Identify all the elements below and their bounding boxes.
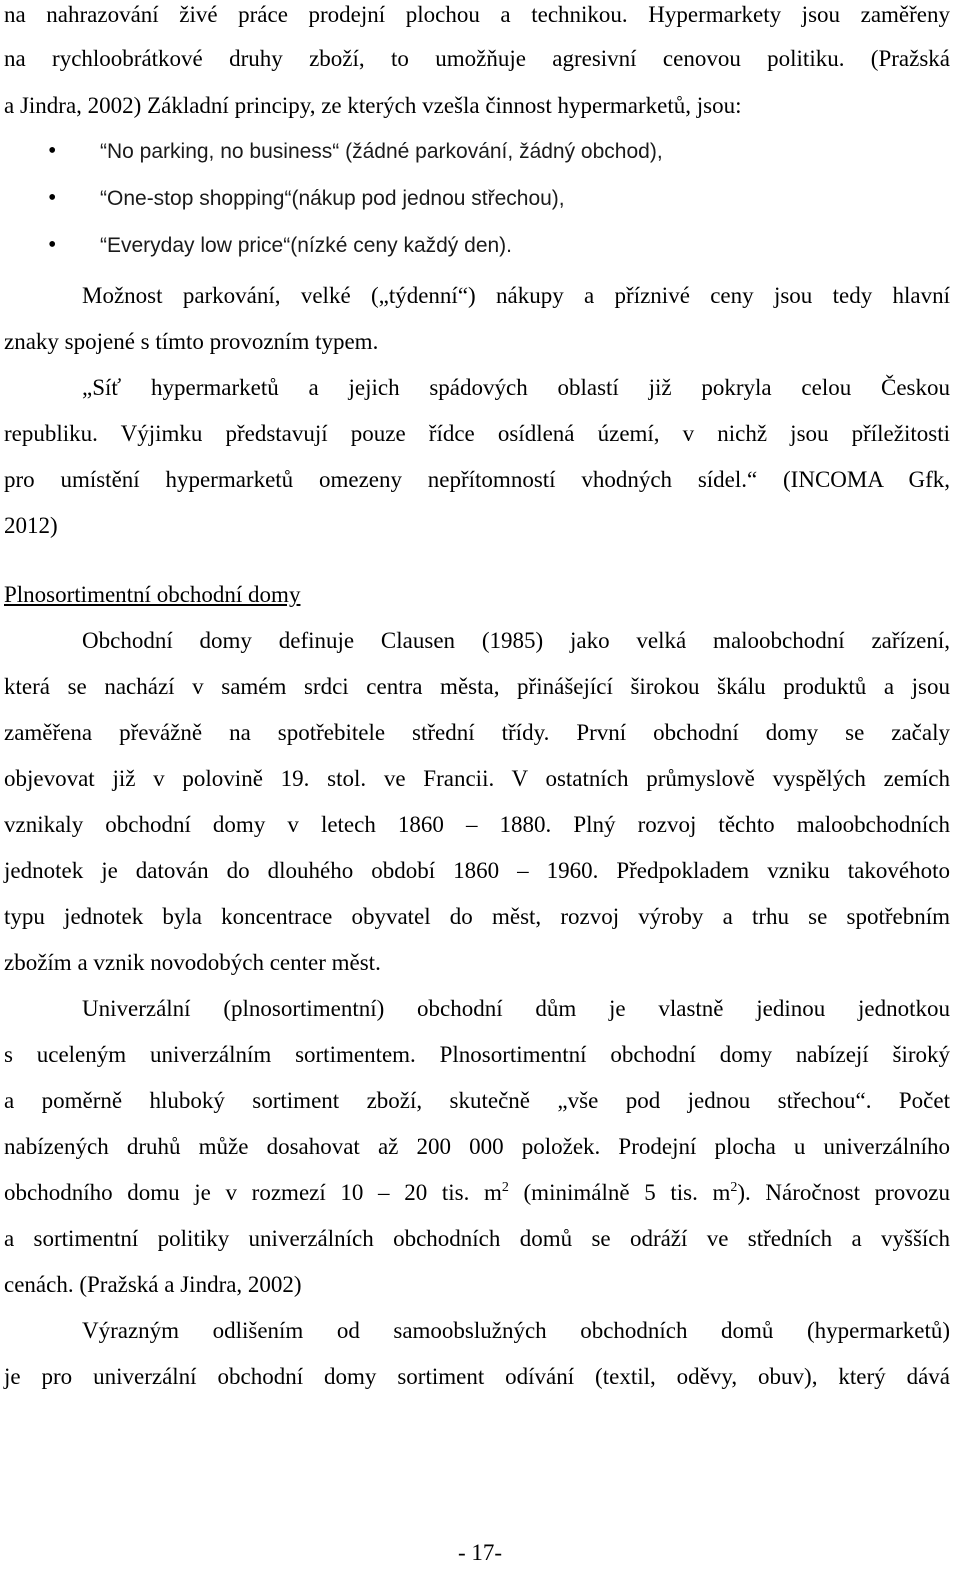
bullet-text: Everyday low price“(nízké ceny každý den). — [107, 234, 512, 257]
text-line: Možnost parkování, velké („týdenní“) nákupy a příznivé ceny jsou tedy hlavní — [82, 283, 950, 308]
text-line: a Jindra, 2002) Základní principy, ze kterých vzešla činnost hypermarketů, jsou: — [4, 93, 742, 118]
text-line: Univerzální (plnosortimentní) obchodní dům je vlastně jedinou jednotkou — [82, 996, 950, 1021]
open-quote: “ — [100, 140, 107, 163]
text-line: znaky spojené s tímto provozním typem. — [4, 329, 379, 354]
text-line: jednotek je datován do dlouhého období 1860 – 1960. Předpokladem vzniku takovéhoto — [4, 858, 950, 883]
text-line: typu jednotek byla koncentrace obyvatel do měst, rozvoj výroby a trhu se spotřebním — [4, 904, 950, 929]
text-line: zbožím a vznik novodobých center měst. — [4, 950, 381, 975]
bullet-text: One-stop shopping“(nákup pod jednou střechou), — [107, 187, 565, 210]
open-quote: “ — [100, 234, 107, 257]
superscript: 2 — [730, 1180, 738, 1195]
text-line: která se nachází v samém srdci centra města, přinášející širokou škálu produktů a jsou — [4, 674, 950, 699]
text-fragment: (minimálně 5 tis. m — [508, 1180, 731, 1205]
text-line: na rychloobrátkové druhy zboží, to umožňuje agresivní cenovou politiku. (Pražská — [4, 46, 950, 71]
text-line: zaměřena převážně na spotřebitele střední třídy. První obchodní domy se začaly — [4, 720, 950, 745]
text-line: 2012) — [4, 513, 58, 538]
bullet-text: No parking, no business“ (žádné parkování, žádný obchod), — [107, 140, 663, 163]
text-line: cenách. (Pražská a Jindra, 2002) — [4, 1272, 302, 1297]
text-line: na nahrazování živé práce prodejní plochou a technikou. Hypermarkety jsou zaměřeny — [4, 2, 950, 27]
text-line: Výrazným odlišením od samoobslužných obchodních domů (hypermarketů) — [82, 1318, 950, 1343]
text-line: a poměrně hluboký sortiment zboží, skutečně „vše pod jednou střechou“. Počet — [4, 1088, 950, 1113]
text-line — [4, 1178, 950, 1208]
bullet-icon: • — [48, 232, 57, 258]
bullet-icon: • — [48, 185, 57, 211]
text-line: objevovat již v polovině 19. stol. ve Francii. V ostatních průmyslově vyspělých zemích — [4, 766, 950, 791]
text-line: pro umístění hypermarketů omezeny nepřítomností vhodných sídel.“ (INCOMA Gfk, — [4, 467, 950, 492]
text-line: „Síť hypermarketů a jejich spádových oblastí již pokryla celou Českou — [82, 375, 950, 400]
text-line: s uceleným univerzálním sortimentem. Plnosortimentní obchodní domy nabízejí široký — [4, 1042, 950, 1067]
section-heading: Plnosortimentní obchodní domy — [4, 582, 301, 607]
text-line: Obchodní domy definuje Clausen (1985) jako velká maloobchodní zařízení, — [82, 628, 950, 653]
text-line: je pro univerzální obchodní domy sortiment odívání (textil, oděvy, obuv), který dává — [4, 1364, 950, 1389]
text-line: republiku. Výjimku představují pouze řídce osídlená území, v nichž jsou příležitosti — [4, 421, 950, 446]
superscript: 2 — [501, 1180, 509, 1195]
text-line: vznikaly obchodní domy v letech 1860 – 1880. Plný rozvoj těchto maloobchodních — [4, 812, 950, 837]
text-line: nabízených druhů může dosahovat až 200 000 položek. Prodejní plocha u univerzálního — [4, 1134, 950, 1159]
page-number: - 17- — [457, 1540, 503, 1565]
open-quote: “ — [100, 187, 107, 210]
bullet-icon: • — [48, 138, 57, 164]
text-fragment: obchodního domu je v rozmezí 10 – 20 tis. m — [4, 1180, 502, 1205]
text-line: a sortimentní politiky univerzálních obchodních domů se odráží ve středních a vyšších — [4, 1226, 950, 1251]
text-fragment: ). Náročnost provozu — [737, 1180, 950, 1205]
